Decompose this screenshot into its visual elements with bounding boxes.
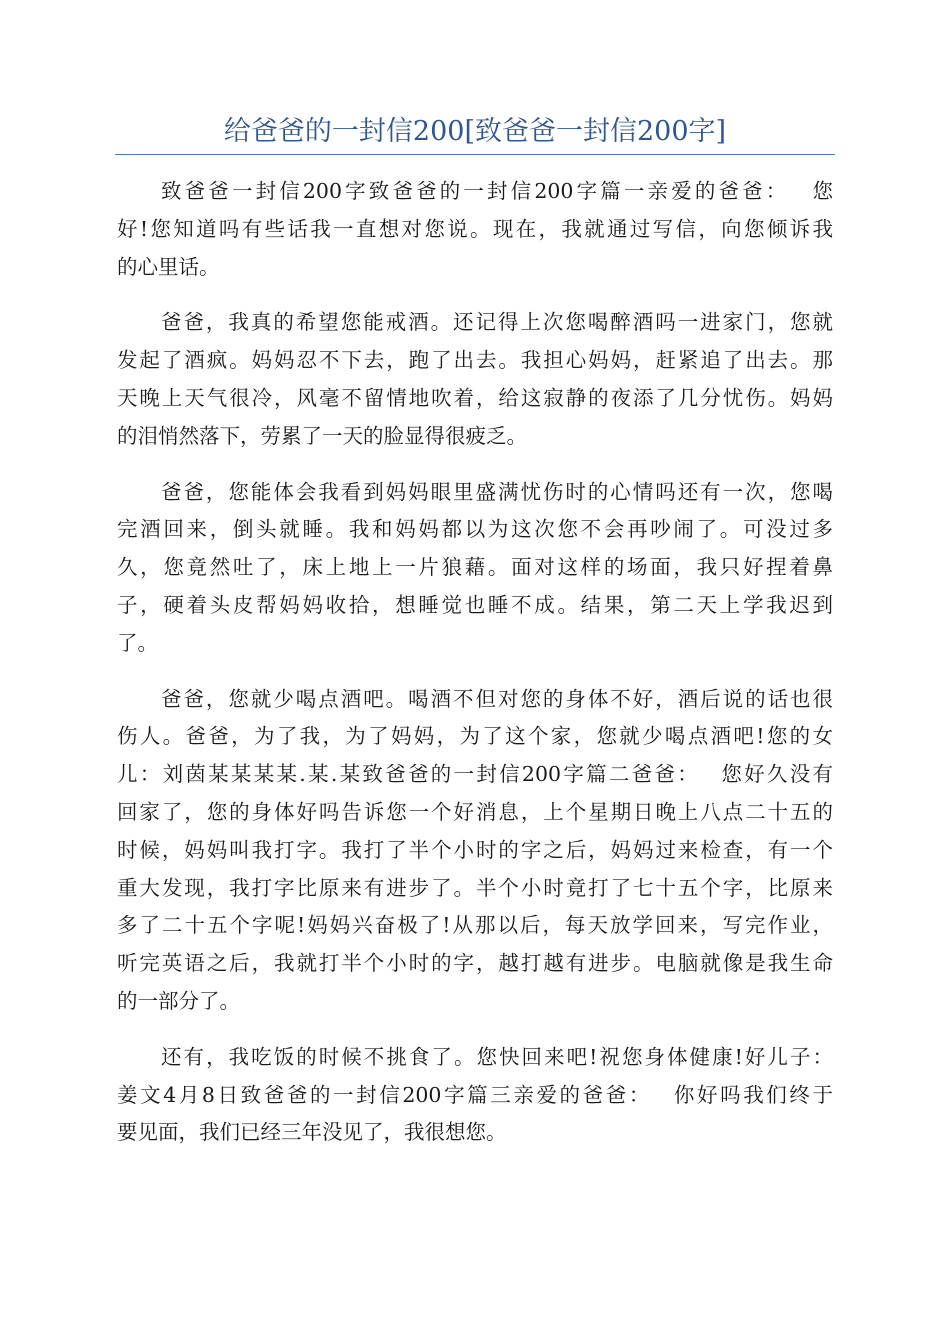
text-line: 发起了酒疯。妈妈忍不下去，跑了出去。我担心妈妈，赶紧追了出去。那 bbox=[117, 348, 833, 373]
paragraph-1 bbox=[117, 173, 833, 286]
text-line: 爸爸，您能体会我看到妈妈眼里盛满忧伤时的心情吗还有一次，您喝 bbox=[161, 479, 833, 504]
text-line: 久，您竟然吐了，床上地上一片狼藉。面对这样的场面，我只好捏着鼻 bbox=[117, 555, 833, 580]
title-underline bbox=[115, 154, 835, 155]
text-line: 的一部分了。 bbox=[117, 988, 240, 1013]
paragraph-2 bbox=[117, 304, 833, 455]
paragraph-5 bbox=[117, 1039, 833, 1152]
paragraph-4 bbox=[117, 681, 833, 1021]
text-line: 重大发现，我打字比原来有进步了。半个小时竟打了七十五个字，比原来 bbox=[117, 875, 833, 900]
text-line: 的心里话。 bbox=[117, 254, 220, 279]
text-line: 了。 bbox=[117, 630, 158, 655]
text-line: 子，硬着头皮帮妈妈收拾，想睡觉也睡不成。结果，第二天上学我迟到 bbox=[117, 592, 833, 617]
text-line: 好!您知道吗有些话我一直想对您说。现在，我就通过写信，向您倾诉我 bbox=[117, 216, 833, 241]
text-line: 完酒回来，倒头就睡。我和妈妈都以为这次您不会再吵闹了。可没过多 bbox=[117, 517, 833, 542]
text-line: 要见面，我们已经三年没见了，我很想您。 bbox=[117, 1120, 507, 1145]
text-line: 还有，我吃饭的时候不挑食了。您快回来吧!祝您身体健康!好儿子： bbox=[161, 1044, 833, 1069]
text-line: 听完英语之后，我就打半个小时的字，越打越有进步。电脑就像是我生命 bbox=[117, 951, 833, 976]
text-line: 爸爸，您就少喝点酒吧。喝酒不但对您的身体不好，酒后说的话也很 bbox=[161, 686, 833, 711]
text-line: 致爸爸一封信200字致爸爸的一封信200字篇一亲爱的爸爸： 您 bbox=[161, 179, 833, 203]
text-line: 爸爸，我真的希望您能戒酒。还记得上次您喝醉酒吗一进家门，您就 bbox=[161, 310, 833, 335]
text-line: 伤人。爸爸，为了我，为了妈妈，为了这个家，您就少喝点酒吧!您的女 bbox=[117, 724, 833, 749]
text-line: 多了二十五个字呢!妈妈兴奋极了!从那以后，每天放学回来，写完作业， bbox=[117, 913, 833, 938]
text-line: 回家了，您的身体好吗告诉您一个好消息，上个星期日晚上八点二十五的 bbox=[117, 799, 833, 824]
document-body bbox=[117, 173, 833, 1170]
paragraph-3 bbox=[117, 474, 833, 663]
text-line: 时候，妈妈叫我打字。我打了半个小时的字之后，妈妈过来检查，有一个 bbox=[117, 837, 833, 862]
document-title: 给爸爸的一封信200[致爸爸一封信200字] bbox=[223, 116, 727, 147]
text-line: 儿：刘茵某某某某.某.某致爸爸的一封信200字篇二爸爸： 您好久没有 bbox=[117, 762, 833, 787]
text-line: 的泪悄然落下，劳累了一天的脸显得很疲乏。 bbox=[117, 423, 527, 448]
text-line: 天晚上天气很冷，风毫不留情地吹着，给这寂静的夜添了几分忧伤。妈妈 bbox=[117, 385, 833, 410]
text-line: 姜文4月8日致爸爸的一封信200字篇三亲爱的爸爸： 你好吗我们终于 bbox=[117, 1082, 833, 1107]
